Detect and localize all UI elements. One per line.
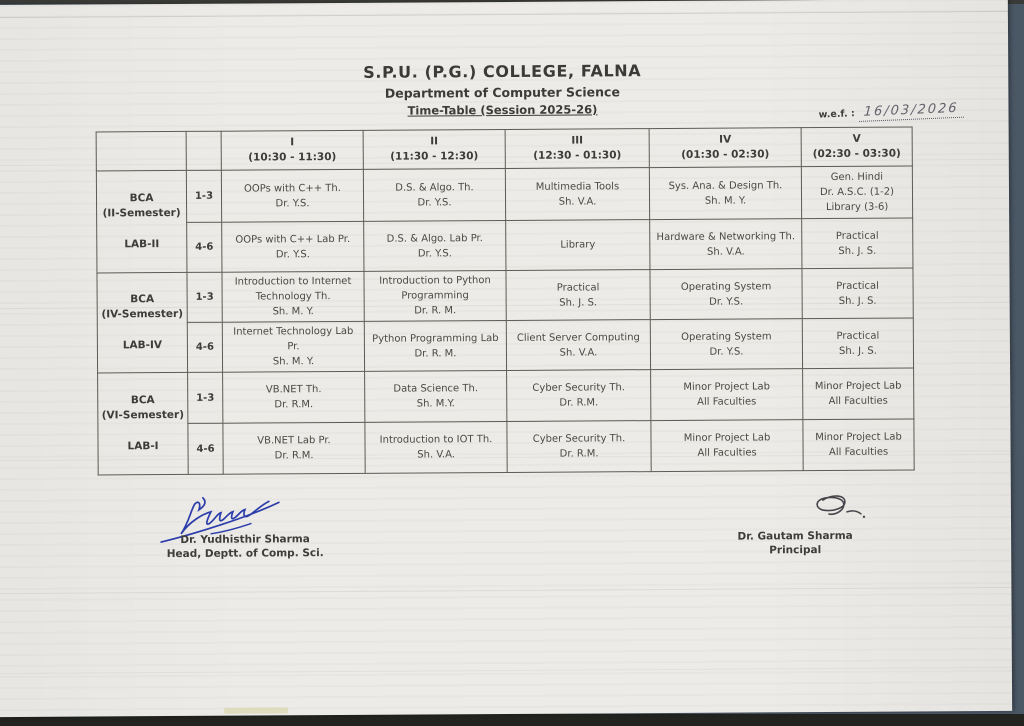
- table-row: [98, 368, 914, 424]
- session-title: Time-Table (Session 2025-26): [407, 102, 598, 118]
- table-row: [97, 268, 913, 323]
- cell-subject: Operating System Dr. Y.S.: [650, 269, 802, 320]
- college-title: S.P.U. (P.G.) COLLEGE, FALNA: [363, 61, 642, 82]
- group-label-bca-6: BCA (VI-Semester) LAB-I: [98, 372, 189, 475]
- table-row: [97, 218, 913, 273]
- period-header-1: I (10:30 - 11:30): [221, 130, 363, 170]
- cell-subject: Data Science Th. Sh. M.Y.: [365, 370, 507, 422]
- period-label: 1-3: [187, 272, 222, 322]
- scan-artifact-line: [0, 11, 1008, 18]
- group-label-bca-4: BCA (IV-Semester) LAB-IV: [97, 272, 188, 373]
- cell-subject: Sys. Ana. & Design Th. Sh. M. Y.: [649, 167, 801, 220]
- period-header-5: V (02:30 - 03:30): [801, 127, 912, 167]
- period-header-2: II (11:30 - 12:30): [363, 129, 505, 169]
- principal-signature-ink: [793, 490, 873, 530]
- head-title: Head, Deptt. of Comp. Sci.: [166, 547, 324, 561]
- period-label: 4-6: [187, 322, 222, 372]
- scan-artifact-line: [0, 667, 1012, 674]
- cell-subject: Client Server Computing Sh. V.A.: [506, 320, 650, 371]
- cell-subject: Practical Sh. J. S.: [802, 218, 913, 269]
- cell-subject: Minor Project Lab All Faculties: [803, 368, 914, 420]
- period-label: 1-3: [188, 372, 223, 423]
- cell-subject: Practical Sh. J. S.: [802, 318, 913, 369]
- head-signature-block: [135, 533, 355, 560]
- cell-subject: OOPs with C++ Lab Pr. Dr. Y.S.: [222, 221, 364, 272]
- head-name: Dr. Yudhisthir Sharma: [180, 533, 310, 546]
- cell-subject: VB.NET Th. Dr. R.M.: [223, 371, 365, 423]
- table-row: [96, 166, 912, 223]
- table-header-row: [96, 127, 912, 171]
- document-header: [212, 60, 792, 119]
- group-label-bca-2: BCA (II-Semester) LAB-II: [96, 170, 187, 273]
- cell-subject: Multimedia Tools Sh. V.A.: [505, 168, 649, 221]
- principal-title: Principal: [769, 544, 822, 557]
- wef-label: w.e.f. :: [818, 108, 856, 121]
- paper-smudge: [224, 707, 288, 713]
- cell-subject: Introduction to Python Programming Dr. R. M.: [364, 270, 506, 321]
- period-header-3: III (12:30 - 01:30): [505, 129, 649, 169]
- wef-date-block: [818, 97, 965, 124]
- cell-subject: Python Programming Lab Dr. R. M.: [364, 320, 506, 371]
- cell-subject: VB.NET Lab Pr. Dr. R.M.: [223, 422, 365, 474]
- department-title: Department of Computer Science: [384, 84, 620, 101]
- cell-subject: Hardware & Networking Th. Sh. V.A.: [650, 219, 802, 270]
- cell-subject: Minor Project Lab All Faculties: [651, 420, 803, 472]
- cell-subject: Operating System Dr. Y.S.: [650, 319, 802, 370]
- period-label: 1-3: [186, 170, 221, 222]
- wef-handwritten-date: 16/03/2026: [859, 101, 965, 122]
- period-label: 4-6: [187, 222, 222, 272]
- cell-subject: Introduction to IOT Th. Sh. V.A.: [365, 421, 507, 473]
- principal-name: Dr. Gautam Sharma: [737, 529, 853, 543]
- period-header-4: IV (01:30 - 02:30): [649, 128, 801, 168]
- principal-signature-block: [685, 530, 905, 557]
- cell-subject: Cyber Security Th. Dr. R.M.: [507, 421, 651, 473]
- cell-subject: Cyber Security Th. Dr. R.M.: [507, 370, 651, 422]
- cell-subject: Minor Project Lab All Faculties: [803, 419, 914, 471]
- cell-subject: Practical Sh. J. S.: [506, 270, 650, 321]
- cell-subject: Introduction to Internet Technology Th. Sh. M. Y.: [222, 271, 364, 322]
- cell-subject: D.S. & Algo. Th. Dr. Y.S.: [363, 168, 505, 221]
- timetable: [96, 126, 915, 475]
- period-label: 4-6: [188, 423, 223, 474]
- table-row: [98, 419, 914, 475]
- cell-subject: Internet Technology Lab Pr. Sh. M. Y.: [222, 321, 364, 372]
- scan-artifact-line: [0, 587, 1011, 594]
- cell-subject: Minor Project Lab All Faculties: [651, 369, 803, 421]
- cell-subject: D.S. & Algo. Lab Pr. Dr. Y.S.: [364, 220, 506, 271]
- header-empty-period: [186, 131, 221, 170]
- cell-subject: Practical Sh. J. S.: [802, 268, 913, 319]
- cell-subject: Library: [506, 220, 650, 271]
- cell-subject: Gen. Hindi Dr. A.S.C. (1-2) Library (3-6): [801, 166, 912, 219]
- cell-subject: OOPs with C++ Th. Dr. Y.S.: [221, 169, 363, 222]
- table-row: [97, 318, 913, 373]
- header-empty-group: [96, 131, 186, 171]
